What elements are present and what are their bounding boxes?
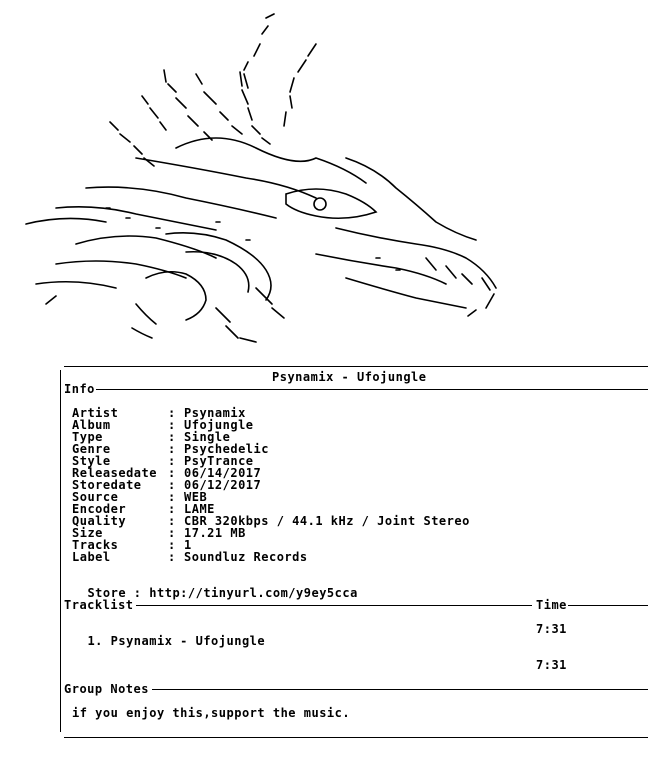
info-separator: : [168, 430, 176, 444]
group-notes-divider [152, 689, 648, 690]
info-key: Storedate [72, 478, 142, 492]
info-value: 06/12/2017 [184, 478, 262, 492]
store-url: http://tinyurl.com/y9ey5cca [149, 586, 358, 600]
time-section-label: Time [536, 598, 567, 612]
info-separator: : [168, 466, 176, 480]
info-separator: : [168, 526, 176, 540]
track-row [72, 623, 265, 647]
store-label: Store [87, 586, 127, 600]
info-value: 1 [184, 538, 192, 552]
info-value: Psychedelic [184, 442, 269, 456]
info-key: Size [72, 526, 103, 540]
top-divider [64, 366, 648, 367]
info-value: Single [184, 430, 231, 444]
info-separator: : [168, 418, 176, 432]
left-border [60, 370, 61, 732]
group-notes-text: if you enjoy this,support the music. [72, 706, 351, 720]
total-time: 7:31 [536, 658, 567, 672]
info-value: 17.21 MB [184, 526, 246, 540]
info-key: Quality [72, 514, 127, 528]
info-key: Releasedate [72, 466, 157, 480]
info-separator: : [168, 406, 176, 420]
info-key: Tracks [72, 538, 119, 552]
info-value: CBR 320kbps / 44.1 kHz / Joint Stereo [184, 514, 470, 528]
info-key: Source [72, 490, 119, 504]
info-separator: : [168, 454, 176, 468]
info-separator: : [168, 514, 176, 528]
info-value: Ufojungle [184, 418, 254, 432]
page-title: Psynamix - Ufojungle [272, 370, 427, 384]
info-separator: : [168, 478, 176, 492]
info-key: Type [72, 430, 103, 444]
info-value: LAME [184, 502, 215, 516]
bottom-divider [64, 737, 648, 738]
time-divider [568, 605, 648, 606]
info-value: WEB [184, 490, 208, 504]
store-row: Store : http://tinyurl.com/y9ey5cca [87, 586, 358, 600]
info-separator: : [168, 502, 176, 516]
info-separator: : [168, 550, 176, 564]
info-row-label [72, 551, 308, 563]
info-section-label: Info [64, 382, 95, 396]
track-title: 1. Psynamix - Ufojungle [87, 634, 266, 648]
tracklist-section-label: Tracklist [64, 598, 134, 612]
tracklist-divider [136, 605, 532, 606]
info-key: Album [72, 418, 111, 432]
info-key: Label [72, 550, 111, 564]
info-key: Encoder [72, 502, 127, 516]
info-separator: : [168, 490, 176, 504]
info-divider [96, 389, 648, 390]
info-separator: : [168, 442, 176, 456]
info-value: PsyTrance [184, 454, 254, 468]
info-key: Genre [72, 442, 111, 456]
info-value: Soundluz Records [184, 550, 308, 564]
ascii-art-logo [16, 8, 516, 348]
info-key: Style [72, 454, 111, 468]
info-value: Psynamix [184, 406, 246, 420]
info-key: Artist [72, 406, 119, 420]
group-notes-section-label: Group Notes [64, 682, 149, 696]
info-value: 06/14/2017 [184, 466, 262, 480]
info-row-quality [72, 515, 470, 527]
info-separator: : [168, 538, 176, 552]
track-time: 7:31 [536, 622, 567, 636]
